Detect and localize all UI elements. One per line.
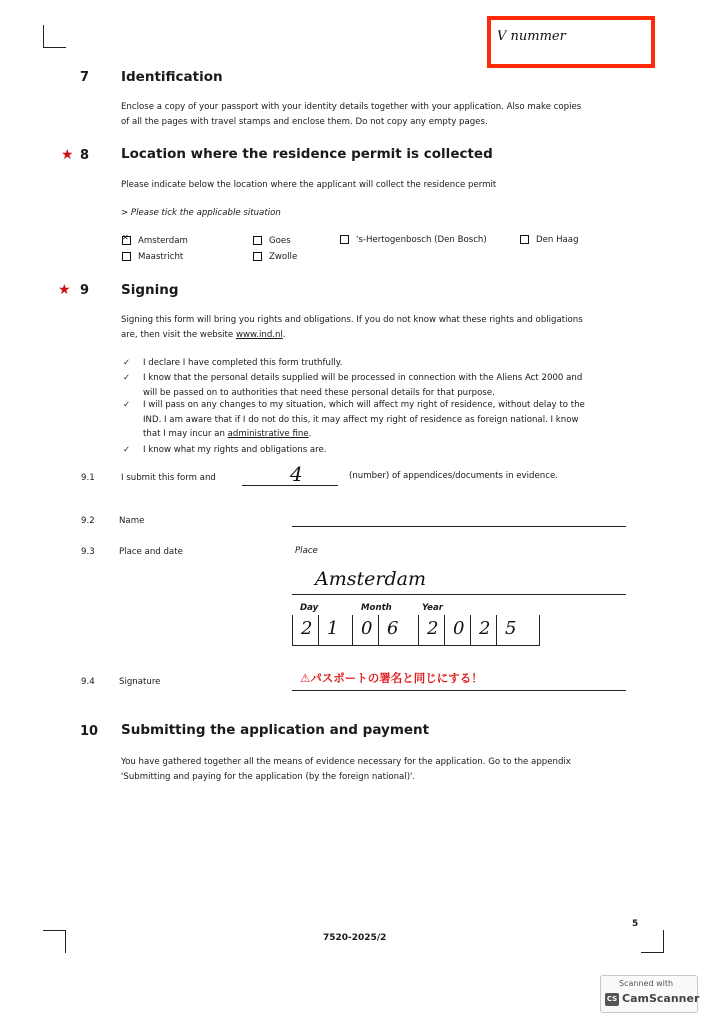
date-digit-box: 0	[352, 615, 379, 645]
day-label: Day	[300, 603, 319, 613]
required-star-icon: ★	[61, 147, 74, 163]
check-icon: ✓	[123, 358, 131, 368]
camscanner-watermark	[600, 975, 698, 1013]
appendices-count-value[interactable]: 4	[290, 462, 303, 486]
option-den-bosch[interactable]: 's-Hertogenbosch (Den Bosch)	[340, 235, 487, 245]
checkbox-checked[interactable]	[122, 236, 131, 245]
signature-line[interactable]	[292, 690, 626, 691]
section-9-number: 9	[80, 283, 90, 298]
field-9-1-number: 9.1	[81, 473, 95, 483]
option-maastricht[interactable]: Maastricht	[122, 252, 183, 262]
date-digit-box: 5	[496, 615, 523, 645]
required-star-icon: ★	[58, 282, 71, 298]
watermark-line1: Scanned with	[619, 979, 674, 988]
checkbox[interactable]	[253, 236, 262, 245]
field-9-1-label: I submit this form and	[121, 473, 216, 483]
field-9-4-label: Signature	[119, 677, 161, 687]
corner-mark-bottom-right	[641, 930, 664, 953]
check-icon: ✓	[123, 373, 131, 383]
field-9-3-label: Place and date	[119, 547, 183, 557]
date-digit-box: 2	[418, 615, 445, 645]
year-label: Year	[422, 603, 443, 613]
date-digit-box: 1	[318, 615, 345, 645]
month-label: Month	[361, 603, 392, 613]
date-digit-box: 2	[292, 615, 319, 645]
place-value[interactable]: Amsterdam	[315, 568, 426, 590]
section-8-title: Location where the residence permit is collected	[121, 146, 493, 162]
signature-warning-note: ⚠パスポートの署名と同じにする！	[300, 671, 483, 685]
section-8-number: 8	[80, 148, 90, 163]
section-8-tick-note: > Please tick the applicable situation	[121, 208, 281, 218]
camscanner-logo-icon: CS	[605, 993, 619, 1006]
place-line	[292, 594, 626, 595]
field-9-2-number: 9.2	[81, 516, 95, 526]
field-9-3-number: 9.3	[81, 547, 95, 557]
option-den-haag[interactable]: Den Haag	[520, 235, 579, 245]
checkbox[interactable]	[253, 252, 262, 261]
v-number-annotation: V nummer	[497, 29, 566, 44]
checkbox[interactable]	[340, 235, 349, 244]
watermark-brand: CamScanner	[622, 992, 700, 1005]
declaration-item: ✓ I declare I have completed this form truthfully.	[123, 356, 623, 371]
declaration-item: ✓ I know what my rights and obligations are.	[123, 443, 623, 458]
section-10-number: 10	[80, 724, 99, 739]
v-number-annotation-box	[487, 16, 655, 68]
place-label: Place	[295, 546, 318, 556]
option-zwolle[interactable]: Zwolle	[253, 252, 297, 262]
section-8-instruction: Please indicate below the location where the applicant will collect the residence permit	[121, 180, 497, 190]
name-line[interactable]	[292, 526, 626, 527]
page-number: 5	[632, 919, 639, 929]
declaration-item: ✓ I will pass on any changes to my situation, which will affect my right of residence, without delay to the IND. I am aware that if I do not do this, it may affect my right of residence as foreign national. I know that I may incur an administrative fine.	[123, 400, 585, 439]
date-box-bottom-border	[292, 645, 540, 646]
ind-website-link[interactable]: www.ind.nl	[235, 330, 283, 340]
corner-mark-bottom-left	[43, 930, 66, 953]
date-digit-box: 6	[378, 615, 405, 645]
check-icon: ✓	[123, 400, 131, 410]
section-10-title: Submitting the application and payment	[121, 722, 430, 738]
field-9-1-suffix: (number) of appendices/documents in evidence.	[349, 471, 558, 481]
field-9-4-number: 9.4	[81, 677, 95, 687]
checkbox[interactable]	[520, 235, 529, 244]
date-digit-box: 0	[444, 615, 471, 645]
field-9-2-label: Name	[119, 516, 145, 526]
date-box-end-border	[539, 615, 540, 645]
section-9-intro: Signing this form will bring you rights and obligations. If you do not know what these rights and obligations are, then visit the website www.ind.nl.	[121, 315, 583, 340]
section-7-title: Identification	[121, 69, 223, 85]
declaration-item: ✓ I know that the personal details supplied will be processed in connection with the Aliens Act 2000 and will be passed on to authorities that need these personal details for that purpose.	[123, 373, 583, 398]
corner-mark-top-left	[43, 25, 66, 48]
date-digit-box: 2	[470, 615, 497, 645]
section-10-text: You have gathered together all the means of evidence necessary for the application. Go to the appendix 'Submitting and paying for the application (by the foreign national)'.	[121, 757, 571, 782]
section-7-text: Enclose a copy of your passport with your identity details together with your application. Also make copies of all the pages with travel stamps and enclose them. Do not copy any empty pages.	[121, 102, 582, 127]
option-amsterdam[interactable]: ✕Amsterdam	[122, 236, 188, 246]
option-goes[interactable]: Goes	[253, 236, 291, 246]
administrative-fine-link[interactable]: administrative fine	[227, 429, 309, 439]
form-code: 7520-2025/2	[323, 933, 387, 943]
section-9-title: Signing	[121, 282, 179, 298]
appendices-count-line	[242, 485, 338, 486]
section-7-number: 7	[80, 70, 90, 85]
checkbox[interactable]	[122, 252, 131, 261]
check-icon: ✓	[123, 445, 131, 455]
